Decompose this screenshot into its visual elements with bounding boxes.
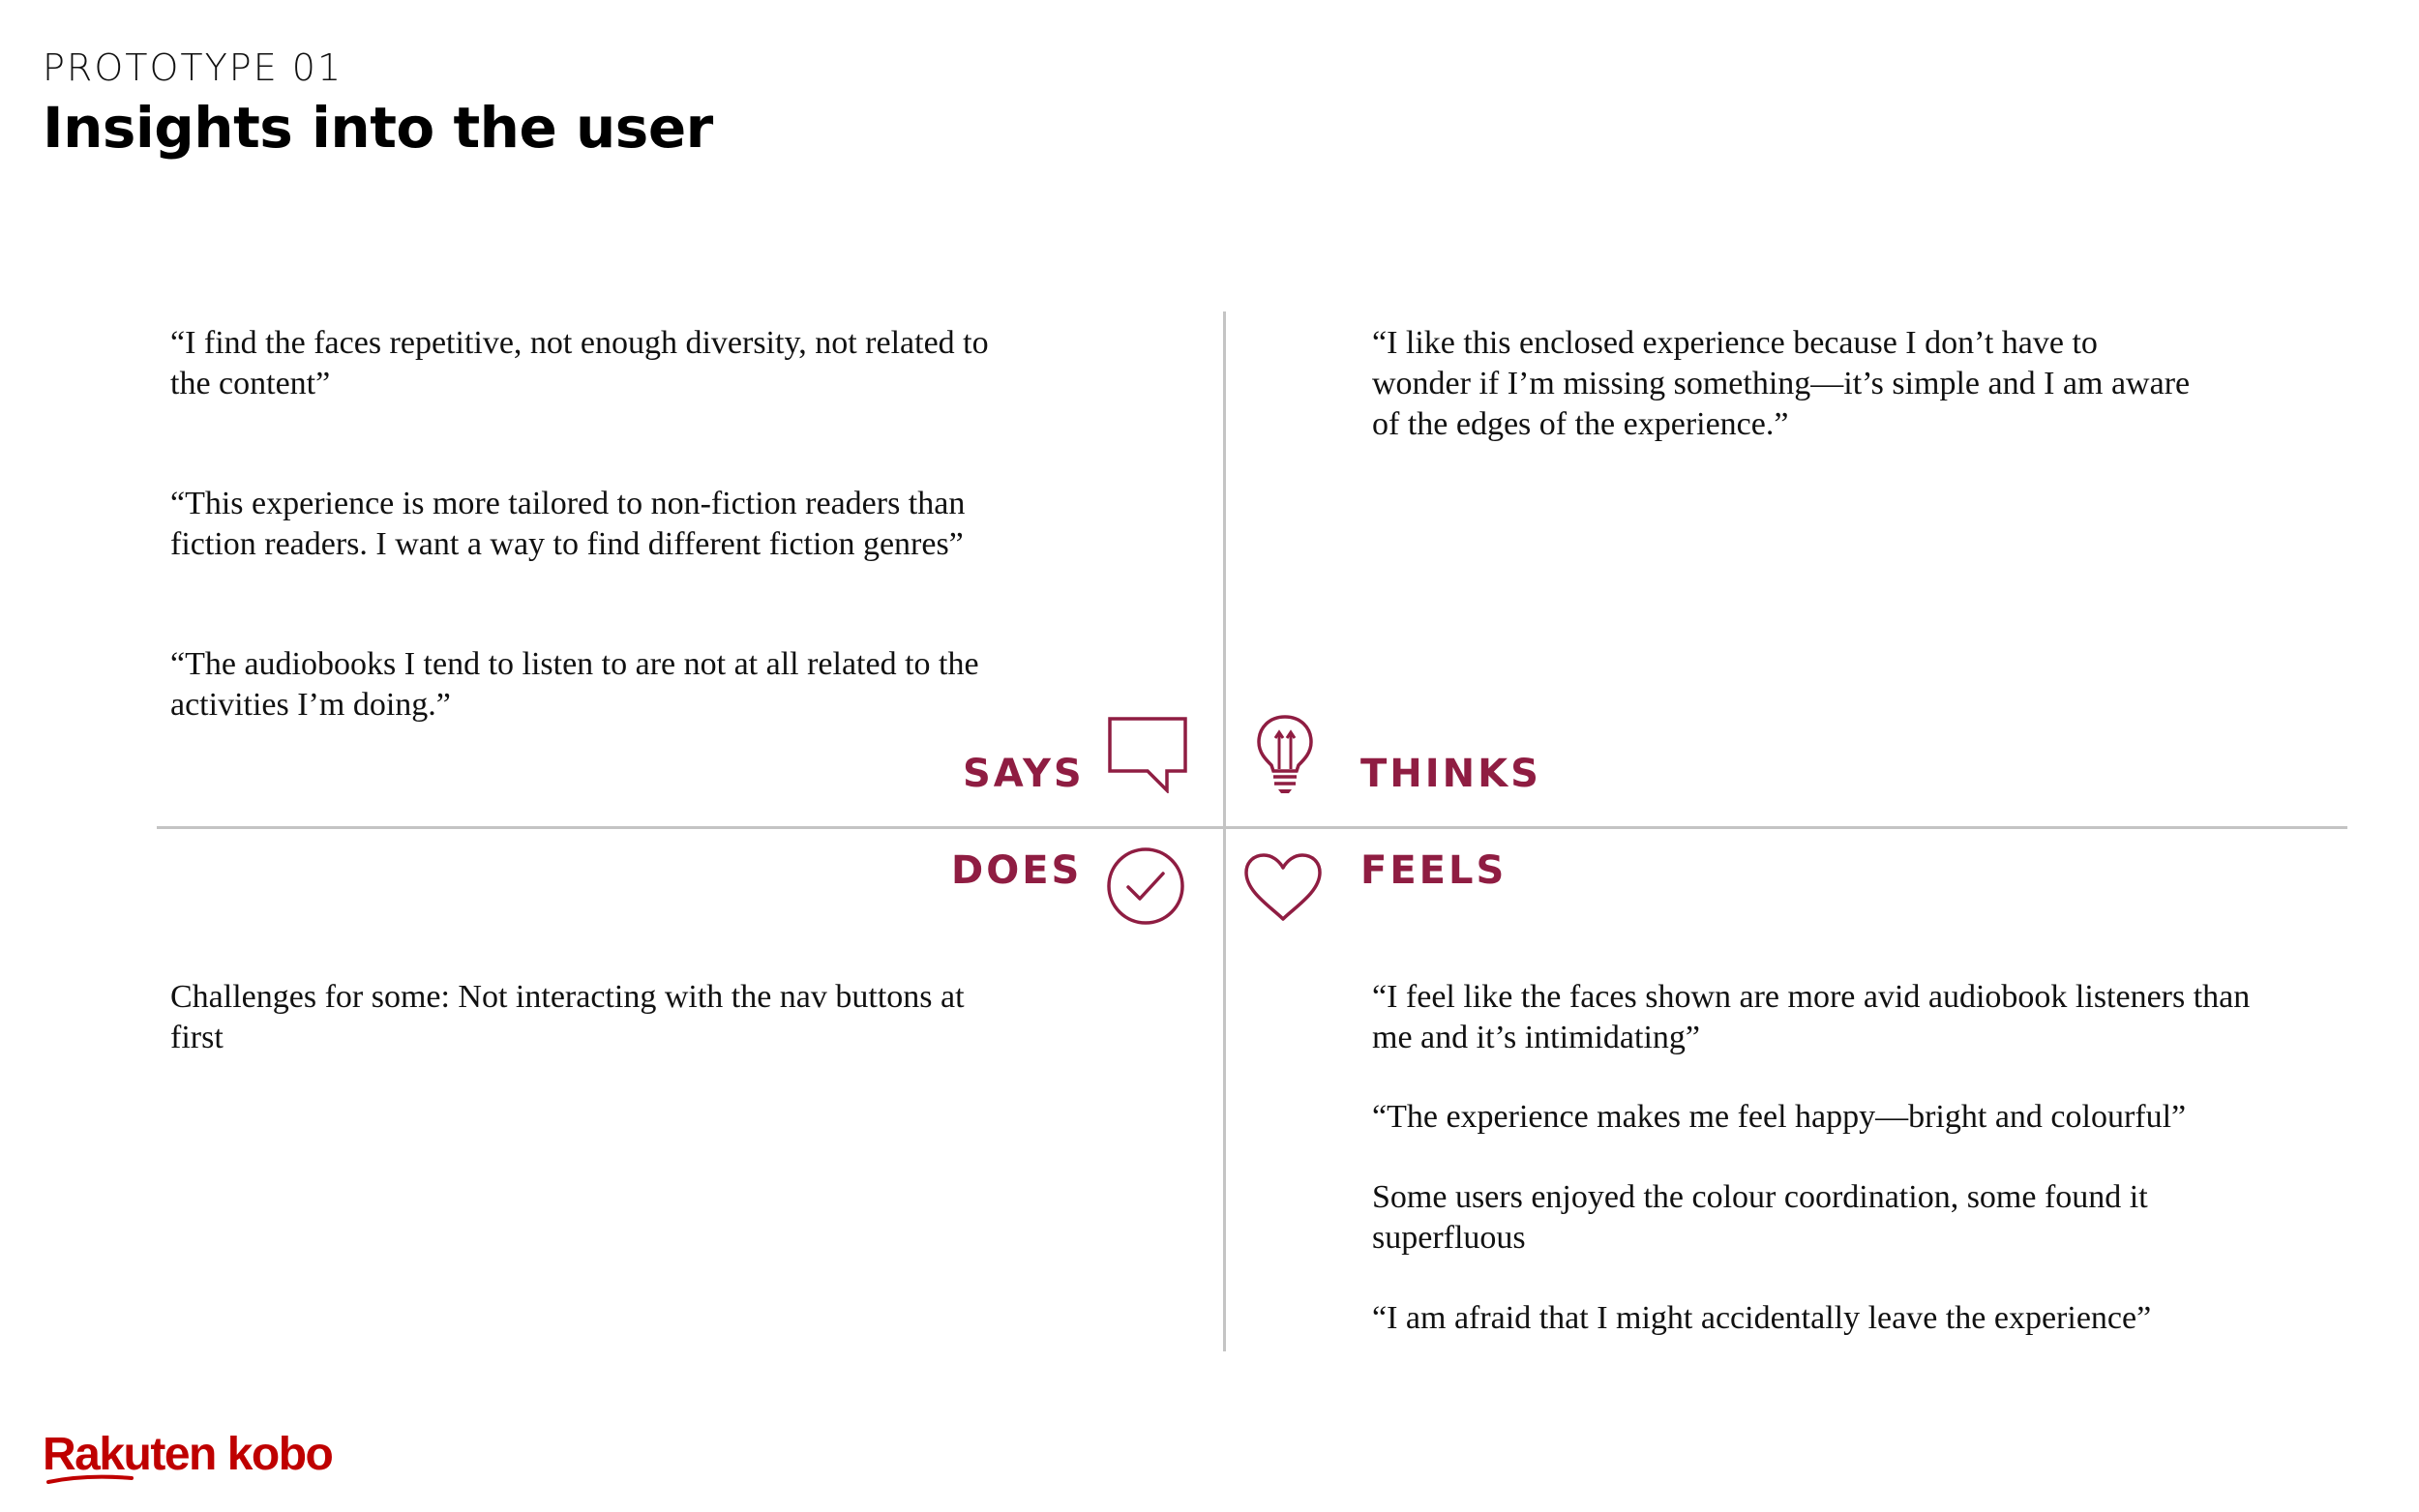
logo-swoosh-icon xyxy=(46,1472,219,1486)
speech-bubble-icon xyxy=(1107,716,1188,793)
feels-quote-4: “I am afraid that I might accidentally leave the experience” xyxy=(1372,1300,2152,1336)
feels-label: FEELS xyxy=(1360,848,1508,893)
says-quote-1: “I find the faces repetitive, not enough diversity, not related to the content” xyxy=(170,325,989,401)
heart-icon xyxy=(1242,851,1324,923)
eyebrow-label: PROTOTYPE 01 xyxy=(43,46,343,89)
thinks-quote-1: “I like this enclosed experience because I don’t have to wonder if I’m missing something—it’s simple and I am aware of the edges of the experience.” xyxy=(1372,325,2191,442)
does-item-1: Challenges for some: Not interacting with the nav buttons at first xyxy=(170,979,965,1055)
horizontal-divider xyxy=(157,826,2347,829)
says-quote-3: “The audiobooks I tend to listen to are not at all related to the activities I’m doing.” xyxy=(170,646,979,723)
says-label: SAYS xyxy=(963,752,1085,796)
does-label: DOES xyxy=(951,848,1083,893)
thinks-label: THINKS xyxy=(1360,752,1541,796)
vertical-divider xyxy=(1223,311,1226,1351)
feels-quote-2: “The experience makes me feel happy—bright and colourful” xyxy=(1372,1099,2187,1135)
lightbulb-icon xyxy=(1254,713,1316,796)
feels-quote-3: Some users enjoyed the colour coordination, some found it superfluous xyxy=(1372,1179,2148,1256)
rakuten-kobo-logo: Rakuten kobo xyxy=(43,1429,333,1480)
checkmark-circle-icon xyxy=(1105,845,1186,927)
says-quote-2: “This experience is more tailored to non-fiction readers than fiction readers. I want a way to find different fiction genres” xyxy=(170,486,966,562)
page-title: Insights into the user xyxy=(43,95,713,161)
feels-quote-1: “I feel like the faces shown are more avid audiobook listeners than me and it’s intimidating” xyxy=(1372,979,2251,1055)
